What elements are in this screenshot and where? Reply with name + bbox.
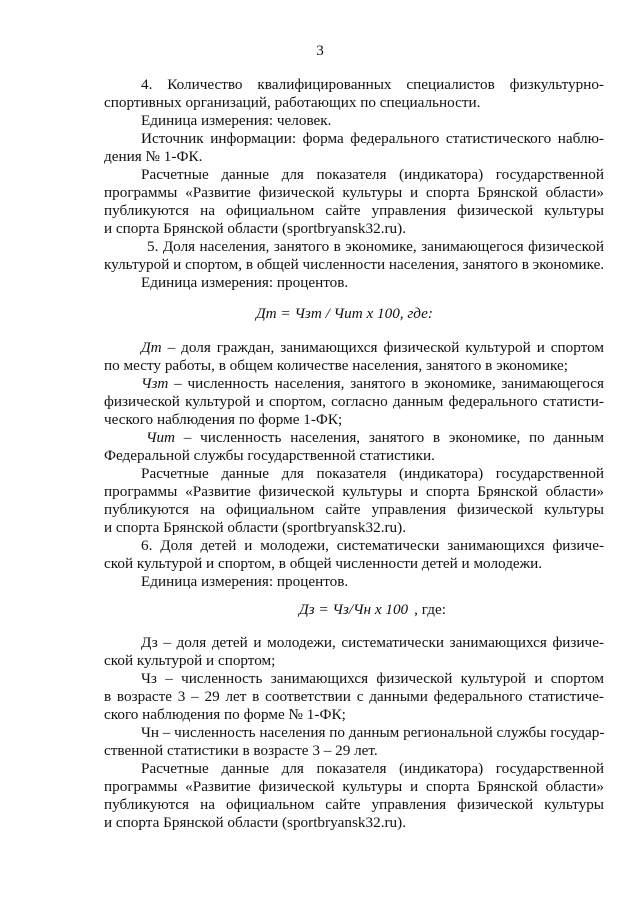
page-number: 3 [316,42,324,59]
section6-def2-line3: ского наблюдения по форме № 1-ФК; [104,706,346,723]
section5-def3-line2: Федеральной службы государственной статистики. [104,447,435,464]
section5-calc-line2: программы «Развитие физической культуры и спорта Брянской области» [104,483,604,500]
section4-calc-line1: Расчетные данные для показателя (индикатора) государственной [141,166,604,183]
section4-source-line1: Источник информации: форма федерального статистического наблю- [141,130,604,147]
section5-title-line1: 5. Доля населения, занятого в экономике, занимающегося физической [147,238,604,255]
section6-def3-line2: ственной статистики в возрасте 3 – 29 лет. [104,742,378,759]
section5-formula: Дт = Чзт / Чит x 100, где: [256,305,433,322]
section5-unit: Единица измерения: процентов. [141,274,349,291]
section6-def2-line1: Чз – численность занимающихся физической культурой и спортом [141,670,604,687]
section4-title-line1: 4. Количество квалифицированных специалистов физкультурно- [141,76,604,93]
section6-calc-line3: публикуются на официальном сайте управления физической культуры [104,796,604,813]
section5-def2-line1 [141,375,604,392]
section6-def3-line1: Чн – численность населения по данным региональной службы государ- [141,724,605,741]
section5-title-line2: культурой и спортом, в общей численности населения, занятого в экономике. [104,256,605,273]
section6-formula-expr: Дз = Чз/Чн x 100 [299,601,409,618]
section5-def2-text: – численность населения, занятого в экономике, занимающегося [168,375,604,392]
section4-calc-line4: и спорта Брянской области (sportbryansk32.ru). [104,220,407,237]
section6-calc-line4: и спорта Брянской области (sportbryansk32.ru). [104,814,407,831]
section5-calc-line3: публикуются на официальном сайте управления физической культуры [104,501,604,518]
section6-def1-line2: ской культурой и спортом; [104,652,276,669]
section5-def2-line3: ческого наблюдения по форме 1-ФК; [104,411,343,428]
section5-def1-text: – доля граждан, занимающихся физической культурой и спортом [161,339,604,356]
section4-calc-line2: программы «Развитие физической культуры и спорта Брянской области» [104,184,604,201]
section5-def3-text: – численность населения, занятого в экономике, по данным [175,429,604,446]
section5-calc-line4: и спорта Брянской области (sportbryansk32.ru). [104,519,407,536]
section5-calc-line1: Расчетные данные для показателя (индикатора) государственной [141,465,604,482]
section6-unit: Единица измерения: процентов. [141,573,349,590]
section6-calc-line2: программы «Развитие физической культуры и спорта Брянской области» [104,778,604,795]
section5-def2-term: Чзт [141,375,169,392]
section5-def3-term: Чит [146,429,176,446]
section5-def1-term: Дт [141,339,162,356]
section5-def2-line2: физической культурой и спортом, согласно данным федерального статисти- [104,393,604,410]
section5-def1-line1 [141,339,604,356]
section6-formula [299,601,446,618]
section4-source-line2: дения № 1-ФК. [104,148,203,165]
section6-title-line1: 6. Доля детей и молодежи, систематически занимающихся физиче- [141,537,604,554]
section6-formula-tail: , где: [414,601,446,618]
section5-def3-line1 [146,429,604,446]
section6-def2-line2: в возрасте 3 – 29 лет в соответствии с данными федерального статистиче- [104,688,604,705]
section6-title-line2: ской культурой и спортом, в общей численности детей и молодежи. [104,555,543,572]
section5-def1-line2: по месту работы, в общем количестве населения, занятого в экономике; [104,357,568,374]
section4-calc-line3: публикуются на официальном сайте управления физической культуры [104,202,604,219]
section4-unit: Единица измерения: человек. [141,112,332,129]
section6-def1-line1: Дз – доля детей и молодежи, систематически занимающихся физиче- [141,634,604,651]
section4-title-line2: спортивных организаций, работающих по специальности. [104,94,481,111]
section6-calc-line1: Расчетные данные для показателя (индикатора) государственной [141,760,604,777]
